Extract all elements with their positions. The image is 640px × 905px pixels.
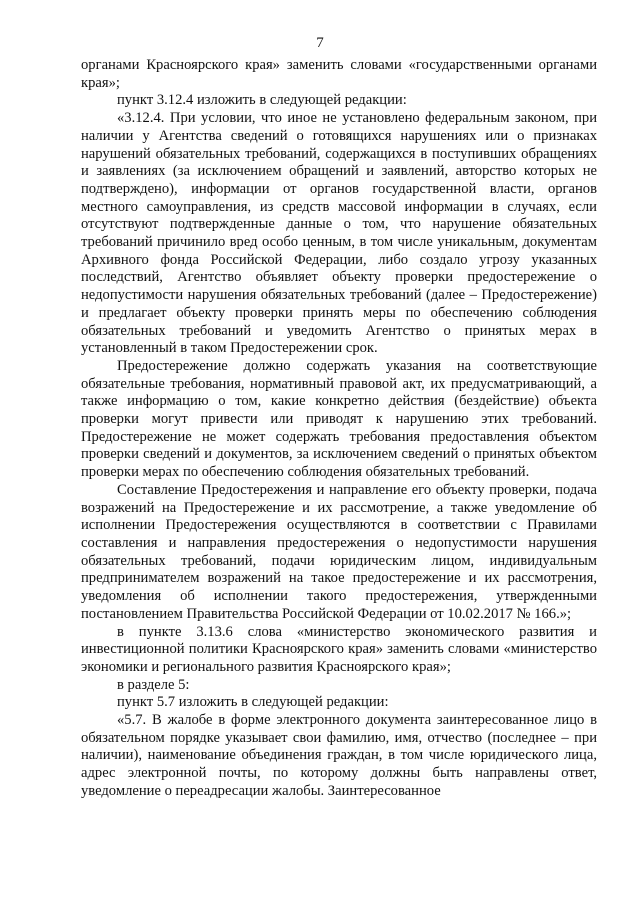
paragraph-4: Предостережение должно содержать указания на соответствующие обязательные требования, нормативный правовой акт, их предусматривающий, а также информацию о том, какие конкретно действия (бездействие) объекта проверки могут привести или приводят к нарушению этих требований. Предостережение не может содержать требования предоставления объектом проверки сведений и документов, за исключением сведений о принятых объектом проверки мерах по обеспечению соблюдения обязательных требований.	[81, 357, 597, 481]
paragraph-8: пункт 5.7 изложить в следующей редакции:	[117, 694, 389, 711]
page-number: 7	[316, 35, 324, 51]
paragraph-7: в разделе 5:	[117, 676, 190, 693]
paragraph-9: «5.7. В жалобе в форме электронного документа заинтересованное лицо в обязательном порядке указывает свои фамилию, имя, отчество (последнее – при наличии), наименование объединения граждан, в том числе юридического лица, адрес электронной почты, по которому должны быть направлены ответ, уведомление о переадресации жалобы. Заинтересованное	[81, 712, 597, 799]
paragraph-6: в пункте 3.13.6 слова «министерство экономического развития и инвестиционной политики Красноярского края» заменить словами «министерство экономики и регионального развития Красноярского края»;	[81, 623, 597, 675]
document-body	[81, 57, 597, 801]
paragraph-5: Составление Предостережения и направление его объекту проверки, подача возражений на Предостережение и их рассмотрение, а также уведомление об исполнении Предостережения осуществляются в соответствии с Правилами составления и направления предостережения о недопустимости нарушения обязательных требований, подачи юридическим лицом, индивидуальным предпринимателем возражений на такое предостережение и их рассмотрения, уведомления об исполнении такого предостережения, утвержденными постановлением Правительства Российской Федерации от 10.02.2017 № 166.»;	[81, 481, 597, 622]
paragraph-2: пункт 3.12.4 изложить в следующей редакции:	[117, 92, 407, 109]
paragraph-1: органами Красноярского края» заменить словами «государственными органами края»;	[81, 57, 597, 91]
paragraph-3: «3.12.4. При условии, что иное не установлено федеральным законом, при наличии у Агентства сведений о готовящихся нарушениях или о признаках нарушений обязательных требований, содержащихся в поступивших обращениях и заявлениях (за исключением обращений и заявлений, авторство которых не подтверждено), информации от органов государственной власти, органов местного самоуправления, из средств массовой информации в случаях, если отсутствуют подтвержденные данные о том, что нарушение обязательных требований причинило вред особо ценным, в том числе уникальным, документам Архивного фонда Российской Федерации, либо создало угрозу указанных последствий, Агентство объявляет объекту проверки предостережение о недопустимости нарушения обязательных требований (далее – Предостережение) и предлагает объекту проверки принять меры по обеспечению соблюдения обязательных требований и уведомить Агентство о принятых мерах в установленный в таком Предостережении срок.	[81, 110, 597, 357]
